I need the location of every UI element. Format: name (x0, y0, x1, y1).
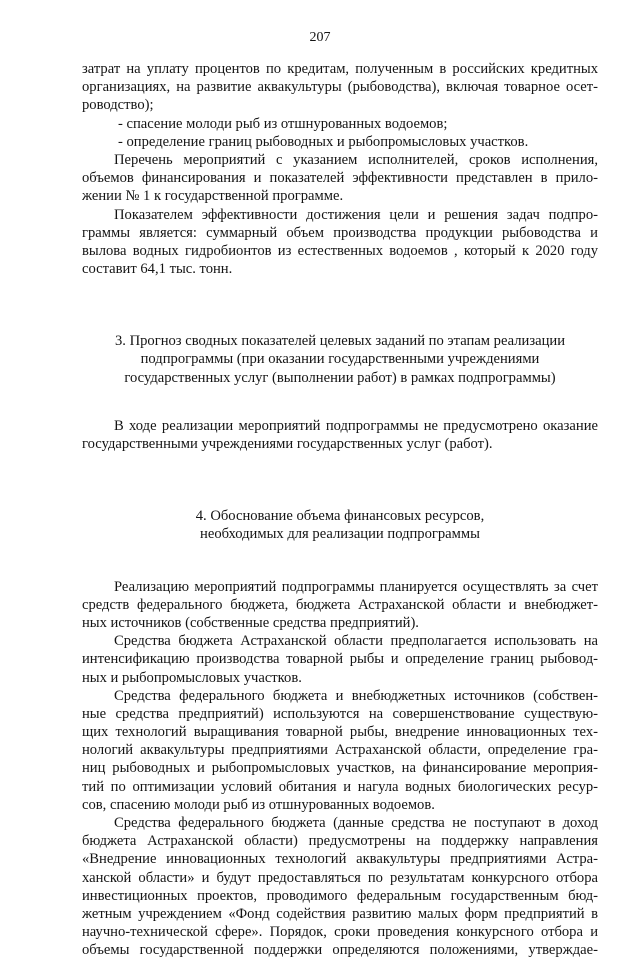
heading-line: 3. Прогноз сводных показателей целевых заданий по этапам реализации (114, 333, 566, 350)
text-line: ные средства предприятий) используются на совершенствование существую- (82, 705, 598, 722)
paragraph-8 (82, 814, 598, 960)
text-line: роводство); (82, 97, 154, 114)
text-line: объемов финансирования и показателей эффективности представлен в прило- (82, 170, 598, 187)
text-line: Средства федерального бюджета и внебюджетных источников (собствен- (114, 687, 598, 704)
text-line: ниц рыбоводных и рыбопромысловых участков, на финансирование мероприя- (82, 760, 598, 777)
text-line: Средства бюджета Астраханской области предполагается использовать на (114, 633, 598, 650)
page-number: 207 (309, 30, 331, 45)
text-line: граммы является: суммарный объем производства продукции рыбоводства и (82, 224, 598, 241)
text-line: ных и рыбопромысловых участков. (82, 669, 302, 686)
text-line: затрат на уплату процентов по кредитам, полученным в российских кредитных (82, 61, 598, 77)
section-4-heading (82, 507, 598, 543)
text-line: бюджета Астраханской области) предусмотрены на поддержку направления (82, 833, 598, 850)
text-line: жетным учреждением «Фонд содействия развитию малых форм предприятий в (82, 905, 598, 922)
text-line: государственными учреждениями государственных услуг (работ). (82, 436, 493, 452)
bullet-item: - определение границ рыбоводных и рыбопромысловых участков. (118, 133, 529, 150)
text-line: Средства федерального бюджета (данные средства не поступают в доход (114, 815, 598, 831)
text-line: тий по оптимизации условий обитания и нагула водных биологических ресур- (82, 778, 598, 795)
text-line: ханской области» и будут предоставляться по результатам конкурсного отбора (82, 869, 598, 886)
heading-line: 4. Обоснование объема финансовых ресурсов, (195, 508, 485, 525)
text-line: В ходе реализации мероприятий подпрограммы не предусмотрено оказание (114, 417, 598, 434)
heading-line: государственных услуг (выполнении работ) в рамках подпрограммы) (124, 369, 556, 386)
text-line: объемы государственной поддержки определяются положениями, утверждае- (82, 942, 598, 959)
text-line: составит 64,1 тыс. тонн. (82, 261, 233, 278)
paragraph-4 (82, 417, 598, 453)
text-line: вылова водных гидробионтов из естественных водоемов , который к 2020 году (82, 242, 598, 259)
text-line: щих технологий выращивания товарной рыбы, внедрение инновационных тех- (82, 724, 598, 741)
text-line: Реализацию мероприятий подпрограммы планируется осуществлять за счет (114, 578, 598, 595)
text-line: организациях, на развитие аквакультуры (рыбоводства), включая товарное осет- (82, 79, 598, 96)
heading-line: подпрограммы (при оказании государственными учреждениями (140, 351, 540, 368)
paragraph-7 (82, 687, 598, 814)
text-line: Перечень мероприятий с указанием исполнителей, сроков исполнения, (114, 151, 598, 168)
text-line: средств федерального бюджета, бюджета Астраханской области и внебюджет- (82, 596, 598, 613)
bullet-item: - спасение молоди рыб из отшнурованных водоемов; (118, 115, 448, 132)
text-line: Показателем эффективности достижения цели и решения задач подпро- (114, 206, 598, 223)
text-line: жении № 1 к государственной программе. (82, 188, 344, 205)
paragraph-6 (82, 632, 598, 687)
text-line: сов, спасению молоди рыб из отшнурованных водоемов. (82, 796, 435, 813)
text-line: инвестиционных проектов, проводимого федеральным государственным бюд- (82, 887, 598, 904)
paragraph-2 (82, 151, 598, 206)
paragraph-1 (82, 60, 598, 115)
paragraph-5 (82, 578, 598, 633)
text-line: нологий аквакультуры предприятиями Астраханской области, определение гра- (82, 742, 598, 759)
page-content (82, 60, 598, 960)
paragraph-3 (82, 206, 598, 279)
text-line: научно-технической сфере». Порядок, сроки проведения конкурсного отбора и (82, 924, 598, 941)
heading-line: необходимых для реализации подпрограммы (200, 526, 480, 543)
text-line: интенсификацию производства товарной рыбы и определение границ рыбовод- (82, 651, 598, 668)
text-line: ных источников (собственные средства предприятий). (82, 614, 419, 631)
text-line: «Внедрение инновационных технологий аквакультуры предприятиями Астра- (82, 851, 598, 868)
section-3-heading (82, 332, 598, 387)
